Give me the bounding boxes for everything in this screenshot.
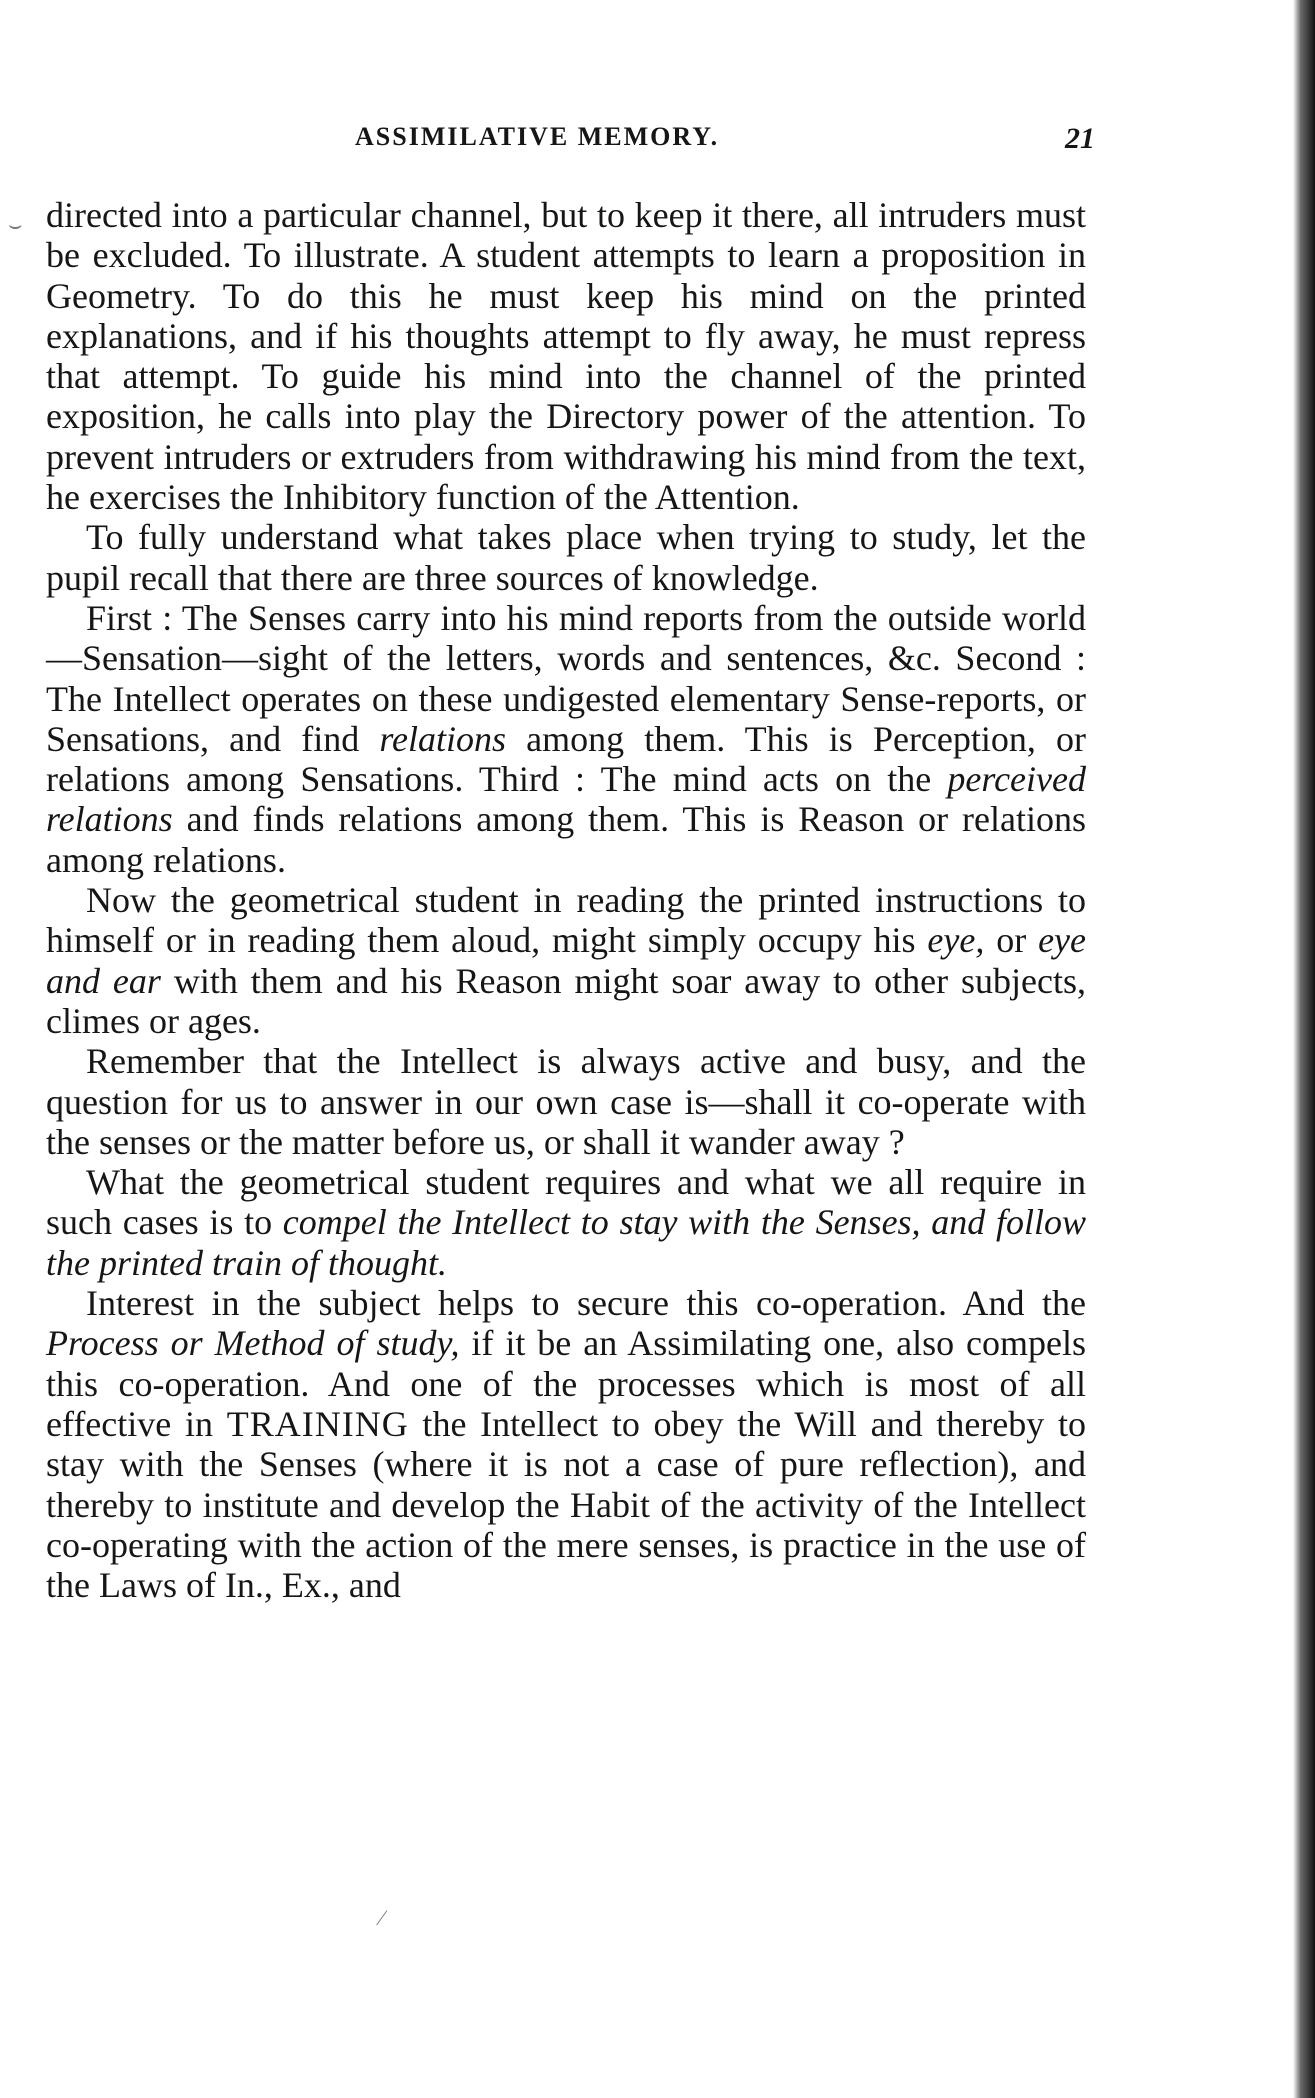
- paragraph-text: Now the geometrical student in reading the printed instructions to himself or in reading them aloud, might simply occupy his: [46, 880, 1086, 961]
- page-number: 21: [1065, 122, 1095, 155]
- paragraph: [46, 880, 1086, 1041]
- body-text: [46, 195, 1086, 1605]
- paragraph-text: and finds relations among them. This is Reason or relations among relations.: [46, 799, 1086, 880]
- paragraph: directed into a particular channel, but to keep it there, all intruders must be excluded. To illustrate. A student attempts to learn a proposition in Geometry. To do this he must keep his mind on the printed explanations, and if his thoughts attempt to fly away, he must repress that attempt. To guide his mind into the channel of the printed exposition, he calls into play the Directory power of the attention. To prevent intruders or extruders from withdrawing his mind from the text, he exercises the Inhibitory function of the Attention.: [46, 195, 1086, 518]
- paragraph-text: among them. This is Perception, or relations among Sensations. Third : The mind acts on the: [46, 718, 1086, 800]
- paragraph: [46, 1283, 1086, 1605]
- paragraph-text: or: [984, 920, 1039, 961]
- small-caps-text: TRAINING: [226, 1403, 409, 1444]
- paragraph: To fully understand what takes place when trying to study, let the pupil recall that there are three sources of knowledge.: [46, 517, 1086, 598]
- paragraph-text: What the geometrical student requires and what we all require in such cases is to: [46, 1162, 1086, 1243]
- margin-mark: ⌣: [8, 212, 23, 237]
- paragraph-text: First : The Senses carry into his mind reports from the outside world—Sensation—sight of the letters, words and sentences, &c. Second : The Intellect operates on these undigested elementary Sense-reports, or Sensations, and find: [46, 597, 1086, 759]
- italic-text: Process or Method of study,: [46, 1323, 460, 1364]
- paragraph-text: the Intellect to obey the Will and thereby to stay with the Senses (where it is not a case of pure reflection), and thereby to institute and develop the Habit of the activity of the Intellect co-operating with the action of the mere senses, is practice in the use of the Laws of In., Ex., and: [46, 1403, 1086, 1606]
- italic-text: relations: [379, 718, 507, 759]
- paragraph: Remember that the Intellect is always active and busy, and the question for us to answer in our own case is—shall it co-operate with the senses or the matter before us, or shall it wander away ?: [46, 1041, 1086, 1162]
- italic-text: eye,: [927, 920, 985, 961]
- paragraph-text: if it be an Assimilating one, also compels this co-operation. And one of the processes which is most of all effective in: [46, 1323, 1087, 1444]
- paragraph-text: with them and his Reason might soar away to other subjects, climes or ages.: [46, 960, 1086, 1041]
- paragraph: [46, 1162, 1086, 1283]
- italic-text: compel the Intellect to stay with the Senses, and follow the printed train of thought.: [46, 1202, 1086, 1283]
- paragraph-text: Interest in the subject helps to secure this co-operation. And the: [86, 1283, 1086, 1324]
- margin-mark: ⁄: [380, 1905, 384, 1930]
- italic-text: eye and ear: [46, 920, 1086, 1001]
- page-edge-shadow: [1293, 0, 1315, 2098]
- paragraph: [46, 598, 1086, 880]
- running-head: ASSIMILATIVE MEMORY.: [355, 122, 720, 151]
- italic-text: perceived relations: [46, 759, 1086, 840]
- page-header: [355, 122, 1095, 162]
